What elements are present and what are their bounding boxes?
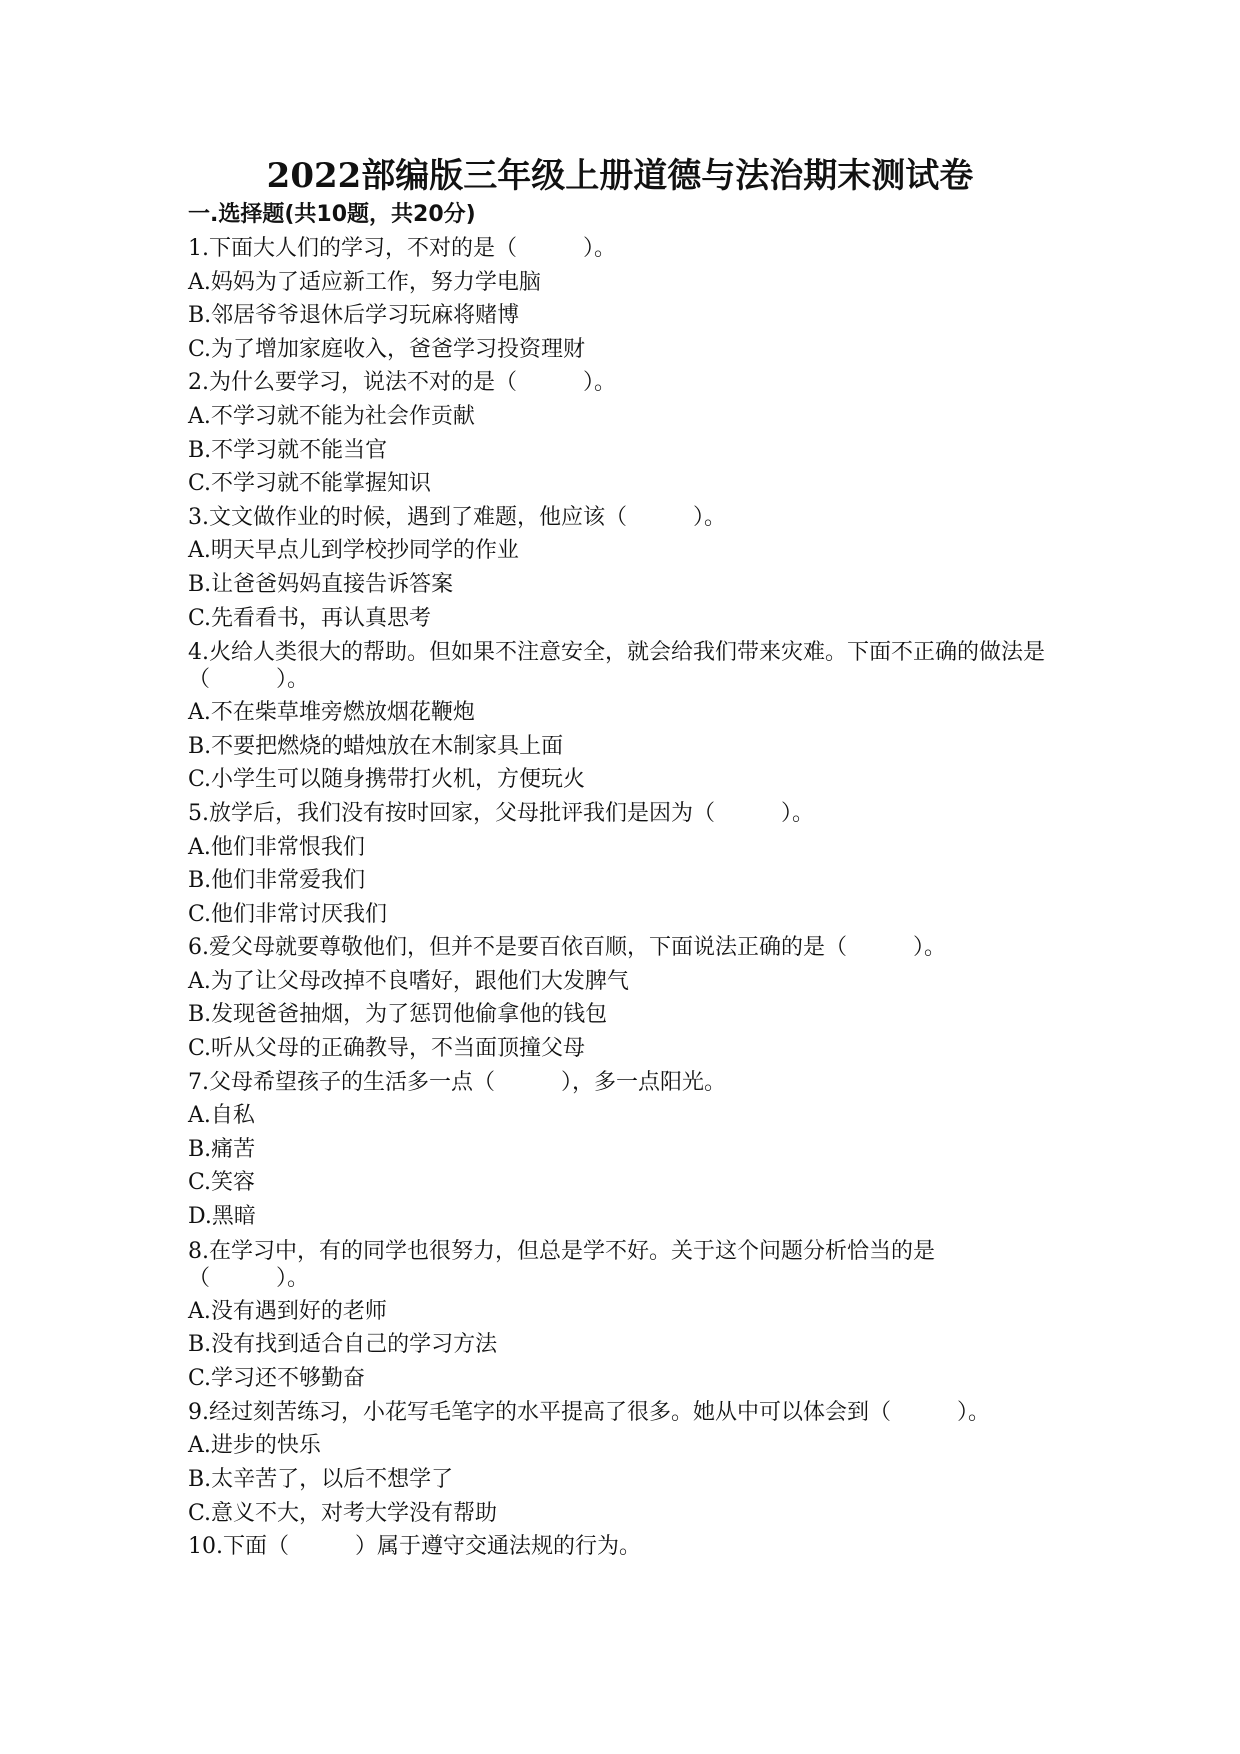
exam-title: 2022部编版三年级上册道德与法治期末测试卷 bbox=[266, 156, 974, 196]
question-2 bbox=[188, 366, 1048, 500]
question-stem: 9.经过刻苦练习，小花写毛笔字的水平提高了很多。她从中可以体会到（ ）。 bbox=[188, 1400, 990, 1426]
option-a: A.自私 bbox=[188, 1103, 255, 1129]
exam-content bbox=[188, 198, 1048, 1564]
question-stem: 1.下面大人们的学习，不对的是（ ）。 bbox=[188, 236, 616, 261]
option-c: C.笑容 bbox=[188, 1170, 256, 1196]
option-b: B.不学习就不能当官 bbox=[188, 437, 388, 463]
option-b: B.不要把燃烧的蜡烛放在木制家具上面 bbox=[188, 733, 564, 759]
option-b: B.他们非常爱我们 bbox=[188, 868, 366, 894]
option-b: B.发现爸爸抽烟，为了惩罚他偷拿他的钱包 bbox=[188, 1002, 608, 1028]
question-stem: 5.放学后，我们没有按时回家，父母批评我们是因为（ ）。 bbox=[188, 800, 814, 826]
question-5 bbox=[188, 797, 1048, 931]
question-stem: 6.爱父母就要尊敬他们，但并不是要百依百顺，下面说法正确的是（ ）。 bbox=[188, 935, 946, 961]
option-a: A.妈妈为了适应新工作，努力学电脑 bbox=[188, 269, 541, 295]
option-c: C.为了增加家庭收入，爸爸学习投资理财 bbox=[188, 336, 586, 362]
option-c: C.听从父母的正确教导，不当面顶撞父母 bbox=[188, 1036, 586, 1062]
question-stem: 2.为什么要学习，说法不对的是（ ）。 bbox=[188, 370, 616, 396]
option-a: A.进步的快乐 bbox=[188, 1433, 321, 1459]
option-c: C.意义不大，对考大学没有帮助 bbox=[188, 1500, 498, 1526]
question-10 bbox=[188, 1530, 1048, 1564]
question-stem: 10.下面（ ）属于遵守交通法规的行为。 bbox=[188, 1534, 641, 1560]
question-stem: 7.父母希望孩子的生活多一点（ ），多一点阳光。 bbox=[188, 1069, 726, 1095]
question-6 bbox=[188, 931, 1048, 1065]
option-c: C.学习还不够勤奋 bbox=[188, 1365, 366, 1391]
question-4 bbox=[188, 635, 1048, 797]
option-c: C.小学生可以随身携带打火机，方便玩火 bbox=[188, 767, 586, 793]
section-heading: 一.选择题(共10题，共20分) bbox=[188, 202, 476, 227]
question-7 bbox=[188, 1066, 1048, 1234]
option-b: B.太辛苦了，以后不想学了 bbox=[188, 1467, 454, 1492]
option-a: A.不在柴草堆旁燃放烟花鞭炮 bbox=[188, 700, 475, 726]
option-c: C.先看看书，再认真思考 bbox=[188, 605, 432, 631]
option-b: B.没有找到适合自己的学习方法 bbox=[188, 1332, 498, 1358]
option-d: D.黑暗 bbox=[188, 1204, 256, 1230]
option-a: A.为了让父母改掉不良嗜好，跟他们大发脾气 bbox=[188, 968, 629, 994]
option-b: B.让爸爸妈妈直接告诉答案 bbox=[188, 571, 454, 597]
question-9 bbox=[188, 1395, 1048, 1530]
question-3 bbox=[188, 501, 1048, 635]
option-c: C.他们非常讨厌我们 bbox=[188, 901, 388, 927]
option-a: A.他们非常恨我们 bbox=[188, 834, 365, 860]
option-c: C.不学习就不能掌握知识 bbox=[188, 471, 432, 497]
option-a: A.没有遇到好的老师 bbox=[188, 1298, 387, 1324]
question-stem: 3.文文做作业的时候，遇到了难题，他应该（ ）。 bbox=[188, 504, 726, 530]
option-a: A.不学习就不能为社会作贡献 bbox=[188, 403, 475, 429]
question-stem: 4.火给人类很大的帮助。但如果不注意安全，就会给我们带来灾难。下面不正确的做法是（ ）。 bbox=[188, 640, 1045, 693]
option-b: B.邻居爷爷退休后学习玩麻将赌博 bbox=[188, 303, 520, 329]
question-stem: 8.在学习中，有的同学也很努力，但总是学不好。关于这个问题分析恰当的是（ ）。 bbox=[188, 1238, 935, 1291]
option-b: B.痛苦 bbox=[188, 1136, 256, 1162]
question-8 bbox=[188, 1234, 1048, 1396]
question-1 bbox=[188, 232, 1048, 366]
option-a: A.明天早点儿到学校抄同学的作业 bbox=[188, 538, 519, 564]
